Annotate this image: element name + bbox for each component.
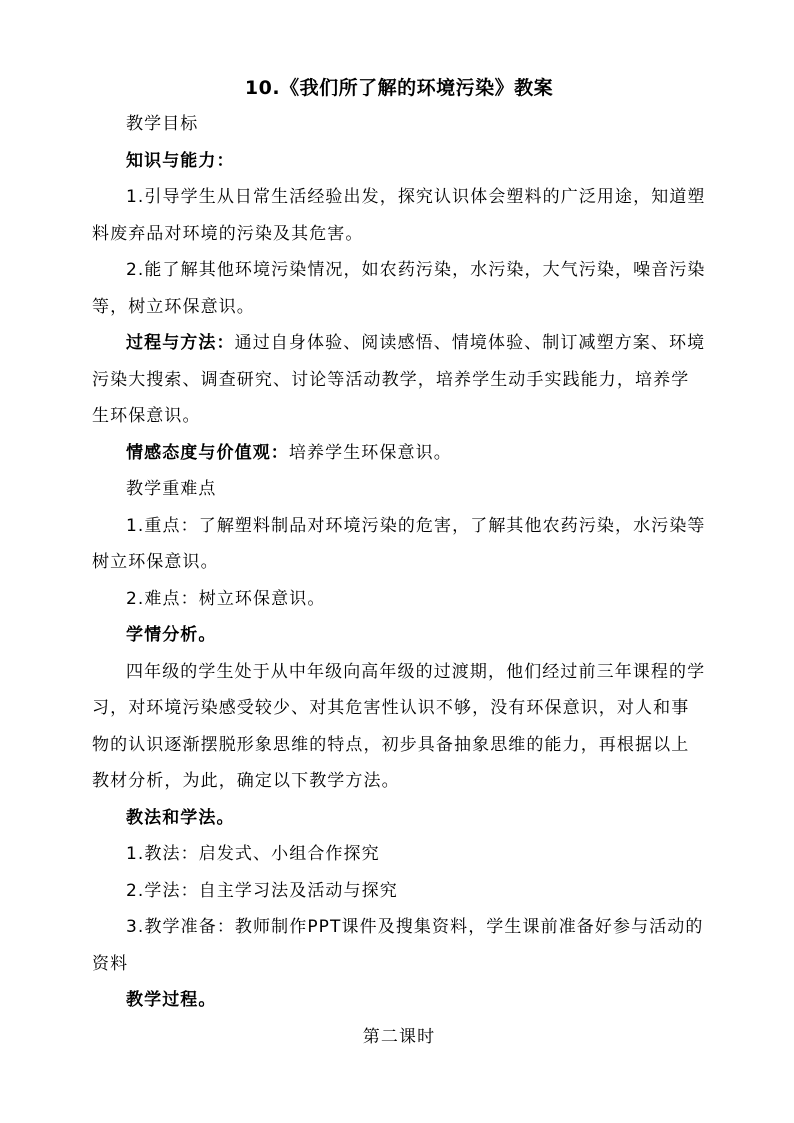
student-analysis-text: 四年级的学生处于从中年级向高年级的过渡期，他们经过前三年课程的学习，对环境污染感受较少、对其危害性认识不够，没有环保意识，对人和事物的认识逐渐摆脱形象思维的特点，初步具备抽象思维的能力，再根据以上教材分析，为此，确定以下教学方法。 bbox=[92, 661, 706, 791]
key-point-2: 2.难点：树立环保意识。 bbox=[126, 588, 326, 609]
knowledge-item-2: 2.能了解其他环境污染情况，如农药污染，水污染，大气污染，噪音污染等，树立环保意识。 bbox=[92, 260, 706, 317]
knowledge-heading: 知识与能力： bbox=[126, 150, 235, 171]
key-point-1: 1.重点：了解塑料制品对环境污染的危害，了解其他农药污染，水污染等树立环保意识。 bbox=[92, 515, 706, 572]
emotion-text: 培养学生环保意识。 bbox=[288, 442, 452, 463]
process-label: 过程与方法： bbox=[126, 333, 235, 353]
student-analysis-heading: 学情分析。 bbox=[126, 625, 217, 645]
emotion-paragraph bbox=[92, 435, 706, 472]
method-item-1: 1.教法：启发式、小组合作探究 bbox=[126, 844, 380, 864]
methods-heading: 教法和学法。 bbox=[126, 807, 235, 828]
knowledge-item-1: 1.引导学生从日常生活经验出发，探究认识体会塑料的广泛用途，知道塑料废弃品对环境的污染及其危害。 bbox=[92, 187, 706, 244]
teaching-process-heading: 教学过程。 bbox=[126, 990, 217, 1010]
teaching-goals-heading: 教学目标 bbox=[126, 114, 199, 134]
lesson-label: 第二课时 bbox=[362, 1026, 436, 1047]
process-text: 通过自身体验、阅读感悟、情境体验、制订减塑方案、环境污染大搜索、调查研究、讨论等活动教学，培养学生动手实践能力，培养学生环保意识。 bbox=[92, 333, 706, 426]
method-item-3: 3.教学准备：教师制作PPT课件及搜集资料，学生课前准备好参与活动的资料 bbox=[92, 917, 704, 974]
key-points-heading: 教学重难点 bbox=[126, 479, 217, 499]
document-title: 10.《我们所了解的环境污染》教案 bbox=[244, 77, 554, 99]
process-paragraph bbox=[92, 325, 706, 435]
method-item-2: 2.学法：自主学习法及活动与探究 bbox=[126, 880, 398, 901]
emotion-label: 情感态度与价值观： bbox=[126, 442, 289, 463]
